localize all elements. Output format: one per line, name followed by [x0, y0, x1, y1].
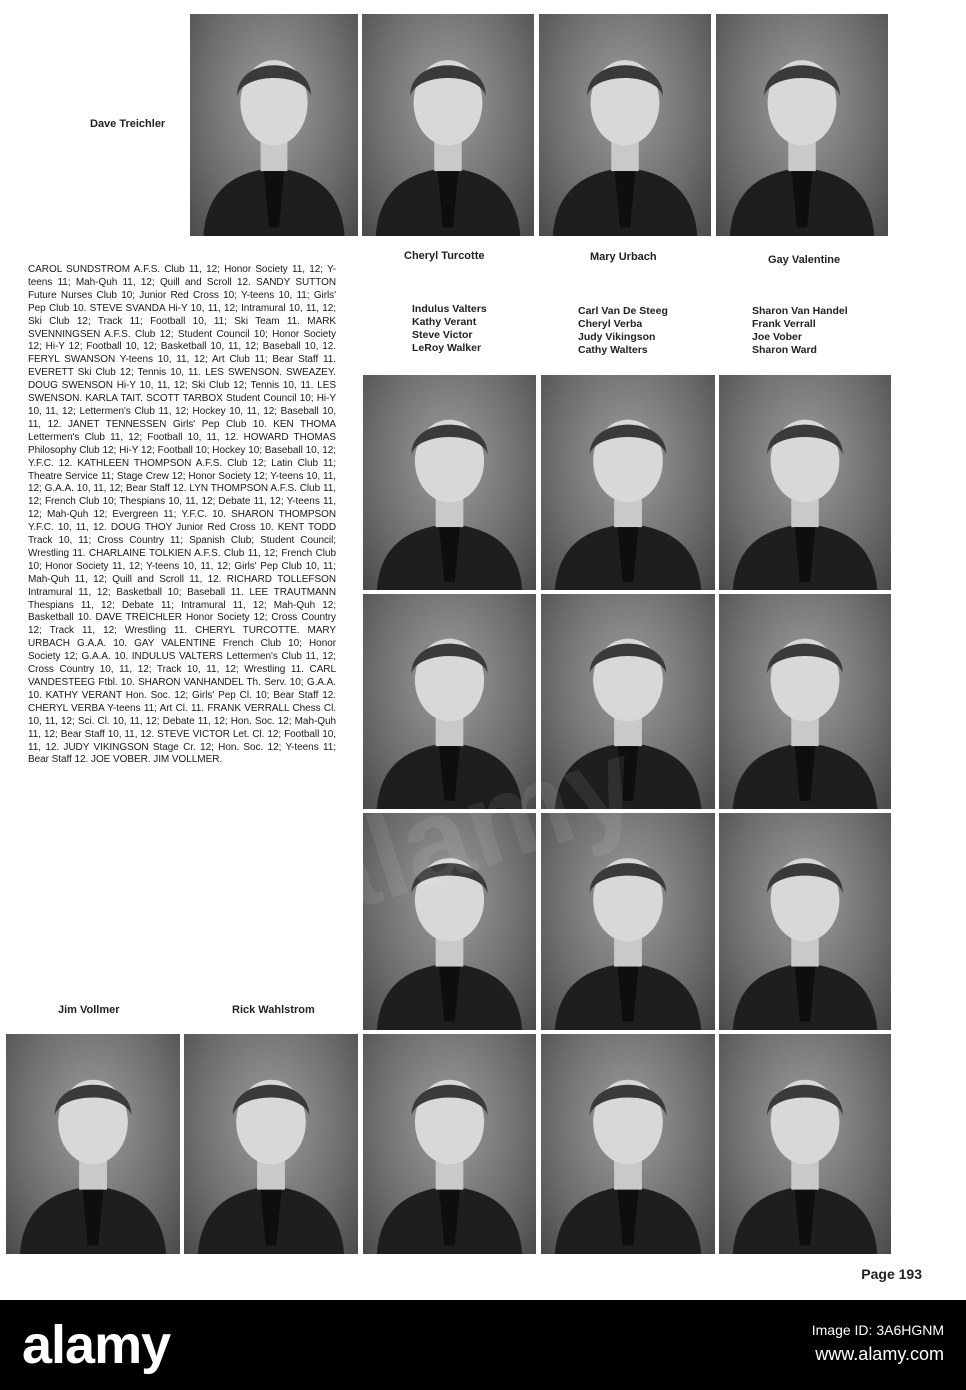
caption-mary-urbach: Mary Urbach: [590, 251, 657, 263]
name-column-1: [412, 303, 487, 355]
name-leroy-walker: LeRoy Walker: [412, 342, 482, 354]
portrait-judy-vikingson: [541, 813, 715, 1030]
footer-meta: [812, 1318, 944, 1366]
portrait-cathy-walters: [541, 1034, 715, 1254]
portrait-silhouette: [541, 1034, 715, 1254]
portrait-silhouette: [363, 375, 536, 590]
name-steve-victor: Steve Victor: [412, 329, 473, 341]
name-cathy-walters: Cathy Walters: [578, 344, 648, 356]
name-indulus-valters: Indulus Valters: [412, 303, 487, 315]
portrait-carl-van-de-steeg: [541, 375, 715, 590]
portrait-silhouette: [362, 14, 534, 236]
portrait-gay-valentine: [716, 14, 888, 236]
portrait-silhouette: [184, 1034, 358, 1254]
portrait-silhouette: [719, 813, 891, 1030]
name-joe-vober: Joe Vober: [752, 331, 802, 343]
portrait-silhouette: [539, 14, 711, 236]
name-column-2: [578, 305, 668, 357]
portrait-sharon-ward: [719, 1034, 891, 1254]
brand-logo: alamy: [22, 1315, 171, 1375]
name-judy-vikingson: Judy Vikingson: [578, 331, 656, 343]
portrait-rick-wahlstrom: [184, 1034, 358, 1254]
portrait-silhouette: [541, 594, 715, 809]
portrait-silhouette: [363, 594, 536, 809]
portrait-silhouette: [719, 375, 891, 590]
activities-text: CAROL SUNDSTROM A.F.S. Club 11, 12; Honor Society 11, 12; Y-teens 11; Mah-Quh 11, 12; Quill and Scroll 12. SANDY SUTTON Future Nurses Club 10; Junior Red Cross 10; Y-teens 10, 11; Girls' Pep Club 10. STEVE SVANDA Hi-Y 10, 11, 12; Intramural 10, 11, 12; Ski Club 12; Track 11; Football 10, 11; Ski Team 11. MARK SVENNINGSEN A.F.S. Club 12; Student Council 10; Honor Society 12; Hi-Y 12; Football 10, 12; Basketball 10, 11, 12; Baseball 10, 12. FERYL SWANSON Y-teens 10, 11, 12; Art Club 11; Bear Staff 11. EVERETT Ski Club 12; Tennis 10, 11. LES SWENSON. SWEAZEY. DOUG SWENSON Hi-Y 10, 11, 12; Ski Club 12; Tennis 10, 11. LES SWENSON. KARLA TAIT. SCOTT TARBOX Student Council 10; Hi-Y 10, 11, 12; Lettermen's Club 11, 12; Hockey 10, 11, 12; Baseball 10, 11, 12. JANET TENNESSEN Girls' Pep Club 10. KEN THOMA Lettermen's Club 11, 12; Football 10, 11, 12. HOWARD THOMAS Philosophy Club 12; Hi-Y 12; Football 10; Hockey 10; Baseball 10, 12; Y.F.C. 12. KATHLEEN THOMPSON A.F.S. Club 12; Latin Club 11; Theatre Service 11; Stage Crew 12; Honor Society 12; Y-teens 10, 11, 12; G.A.A. 10, 11, 12; Bear Staff 12. LYN THOMPSON A.F.S. Club 11, 12; French Club 10; Thespians 10, 11, 12; Debate 11, 12; Y-teens 11, 12; Mah-Quh 12; Evergreen 11; Y.F.C. 10. SHARON THOMPSON Y.F.C. 10, 11, 12. DOUG THOY Junior Red Cross 10. KENT TODD Track 10, 11; Cross Country 11; Spanish Club; Student Council; Wrestling 11. CHARLAINE TOLKIEN A.F.S. Club 11, 12; French Club 10; Honor Society 11, 12; Y-teens 10, 11, 12; Girls' Pep Club 10, 11; Mah-Quh 11, 12; Quill and Scroll 11, 12. RICHARD TOLLEFSON Intramural 11, 12; Basketball 10; Baseball 11. LEE TRAUTMANN Thespians 11, 12; Debate 11; Intramural 11, 12; Mah-Quh 12; Basketball 10. DAVE TREICHLER Honor Society 12; Cross Country 12; Track 11, 12; Wrestling 11. CHERYL TURCOTTE. MARY URBACH G.A.A. 10. GAY VALENTINE French Club 10; Honor Society 12; G.A.A. 10. INDULUS VALTERS Lettermen's Club 11, 12; Cross Country 10, 11, 12; Track 10, 11, 12; Wrestling 11. CARL VANDESTEEG Ftbl. 10. SHARON VANHANDEL Th. Serv. 10; G.A.A. 10. KATHY VERANT Hon. Soc. 12; Girls' Pep Cl. 10; Bear Staff 12. CHERYL VERBA Y-teens 11; Art Cl. 11. FRANK VERRALL Chess Cl. 10, 11, 12; Sci. Cl. 10, 11, 12; Debate 11, 12; Hon. Soc. 12; Mah-Quh 11, 12; Bear Staff 10, 11, 12. STEVE VICTOR Let. Cl. 12; Football 10, 11, 12. JUDY VIKINGSON Stage Cr. 12; Hon. Soc. 12; Y-teens 11; Bear Staff 12. JOE VOBER. JIM VOLLMER.: [28, 264, 336, 766]
name-frank-verrall: Frank Verrall: [752, 318, 816, 330]
portrait-silhouette: [6, 1034, 180, 1254]
portrait-silhouette: [190, 14, 358, 236]
portrait-dave-treichler: [190, 14, 358, 236]
portrait-joe-vober: [719, 813, 891, 1030]
portrait-silhouette: [363, 1034, 536, 1254]
caption-dave-treichler: Dave Treichler: [90, 118, 166, 130]
portrait-kathy-verant: [363, 594, 536, 809]
name-sharon-van-handel: Sharon Van Handel: [752, 305, 848, 317]
image-id: Image ID: 3A6HGNM: [811, 1322, 944, 1338]
name-carl-van-de-steeg: Carl Van De Steeg: [578, 305, 668, 317]
portrait-cheryl-turcotte: [362, 14, 534, 236]
caption-gay-valentine: Gay Valentine: [768, 254, 841, 266]
portrait-jim-vollmer: [6, 1034, 180, 1254]
portrait-silhouette: [716, 14, 888, 236]
stock-footer: [0, 1300, 966, 1390]
portrait-frank-verrall: [719, 594, 891, 809]
caption-cheryl-turcotte: Cheryl Turcotte: [404, 250, 485, 262]
portrait-cheryl-verba: [541, 594, 715, 809]
portrait-steve-victor: [363, 813, 536, 1030]
portrait-silhouette: [719, 1034, 891, 1254]
portrait-leroy-walker: [363, 1034, 536, 1254]
portrait-silhouette: [541, 375, 715, 590]
caption-jim-vollmer: Jim Vollmer: [58, 1004, 120, 1016]
site-url: www.alamy.com: [815, 1344, 944, 1364]
portrait-sharon-van-handel: [719, 375, 891, 590]
name-cheryl-verba: Cheryl Verba: [578, 318, 643, 330]
portrait-silhouette: [541, 813, 715, 1030]
page-number: Page 193: [861, 1266, 922, 1282]
portrait-silhouette: [719, 594, 891, 809]
portrait-silhouette: [363, 813, 536, 1030]
name-kathy-verant: Kathy Verant: [412, 316, 477, 328]
portrait-indulus-valters: [363, 375, 536, 590]
name-sharon-ward: Sharon Ward: [752, 344, 817, 356]
portrait-mary-urbach: [539, 14, 711, 236]
name-column-3: [752, 305, 848, 357]
caption-rick-wahlstrom: Rick Wahlstrom: [232, 1004, 315, 1016]
